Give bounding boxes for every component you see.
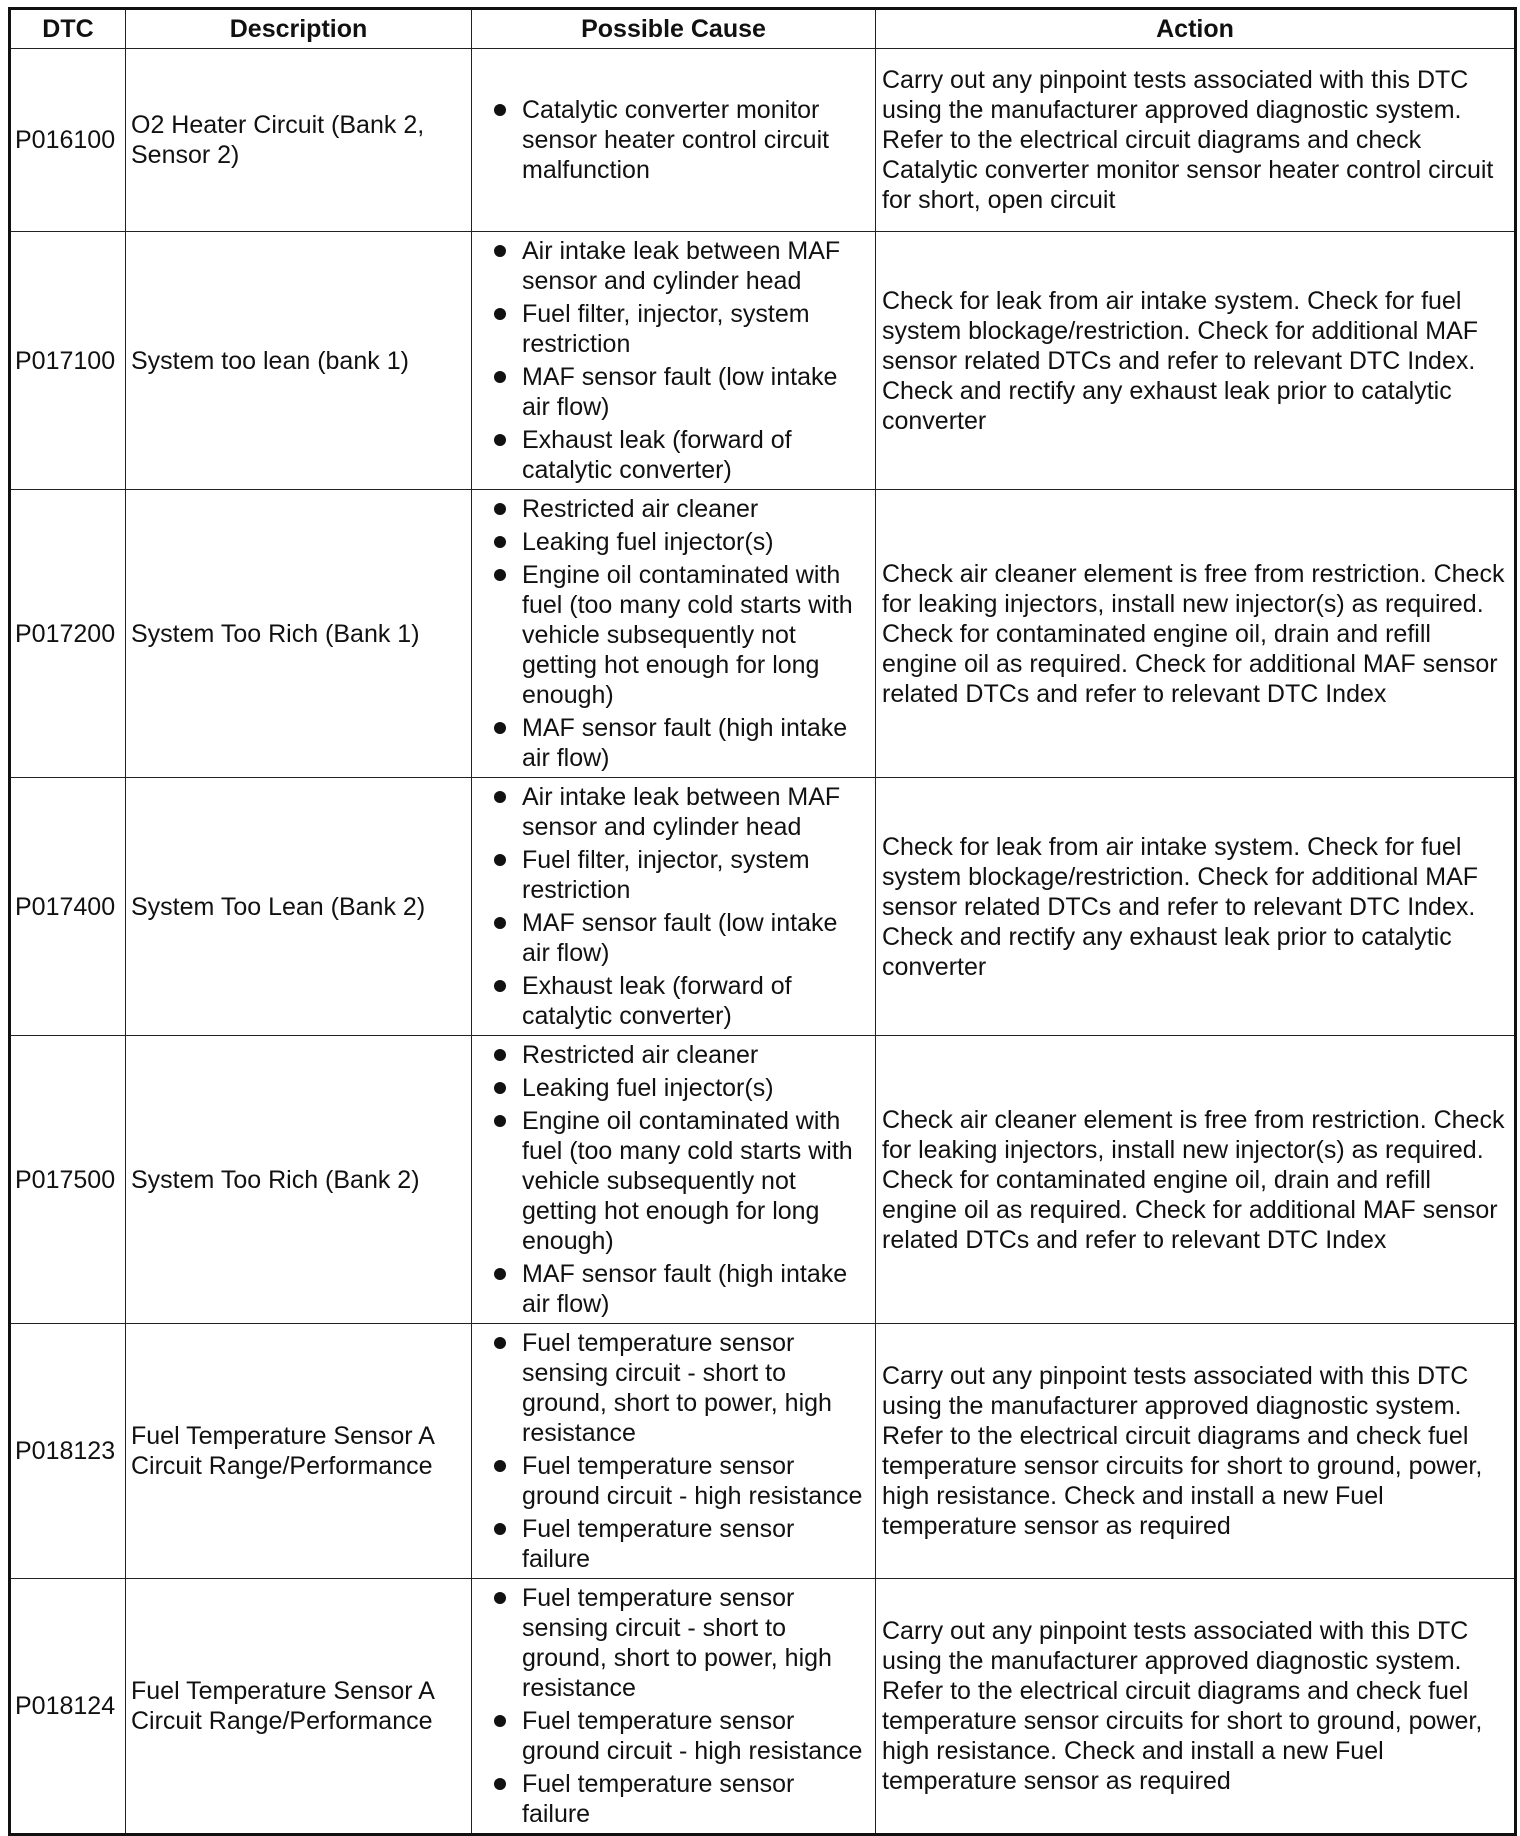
header-action: Action (876, 9, 1516, 49)
cause-list (490, 1040, 869, 1319)
cause-list-item: Fuel temperature sensor failure (490, 1769, 869, 1829)
table-row (10, 490, 1516, 778)
table-row (10, 49, 1516, 232)
description-cell: Fuel Temperature Sensor A Circuit Range/Performance (126, 1324, 472, 1579)
dtc-table (8, 7, 1517, 1836)
dtc-code-cell: P018124 (10, 1579, 126, 1835)
header-dtc: DTC (10, 9, 126, 49)
action-cell: Carry out any pinpoint tests associated with this DTC using the manufacturer approved diagnostic system. Refer to the electrical circuit diagrams and check Catalytic converter monitor sensor heater control circuit for short, open circuit (876, 49, 1516, 232)
possible-cause-cell (472, 778, 876, 1036)
dtc-code-cell: P017400 (10, 778, 126, 1036)
header-possible-cause: Possible Cause (472, 9, 876, 49)
cause-list (490, 1328, 869, 1574)
description-cell: Fuel Temperature Sensor A Circuit Range/Performance (126, 1579, 472, 1835)
cause-list (490, 1583, 869, 1829)
cause-list-item: Fuel temperature sensor sensing circuit - short to ground, short to power, high resistance (490, 1583, 869, 1703)
description-cell: System Too Rich (Bank 1) (126, 490, 472, 778)
description-cell: System too lean (bank 1) (126, 232, 472, 490)
header-row (10, 9, 1516, 49)
possible-cause-cell (472, 490, 876, 778)
cause-list-item: Restricted air cleaner (490, 494, 869, 524)
action-cell: Check air cleaner element is free from restriction. Check for leaking injectors, install new injector(s) as required. Check for contaminated engine oil, drain and refill engine oil as required. Check for additional MAF sensor related DTCs and refer to relevant DTC Index (876, 1036, 1516, 1324)
cause-list (490, 494, 869, 773)
action-cell: Carry out any pinpoint tests associated with this DTC using the manufacturer approved diagnostic system. Refer to the electrical circuit diagrams and check fuel temperature sensor circuits for short to ground, power, high resistance. Check and install a new Fuel temperature sensor as required (876, 1324, 1516, 1579)
possible-cause-cell (472, 1579, 876, 1835)
cause-list-item: MAF sensor fault (high intake air flow) (490, 1259, 869, 1319)
cause-list-item: Exhaust leak (forward of catalytic converter) (490, 971, 869, 1031)
cause-list-item: Fuel temperature sensor ground circuit - high resistance (490, 1451, 869, 1511)
dtc-code-cell: P018123 (10, 1324, 126, 1579)
cause-list-item: Exhaust leak (forward of catalytic converter) (490, 425, 869, 485)
table-row (10, 1036, 1516, 1324)
cause-list-item: Fuel temperature sensor sensing circuit - short to ground, short to power, high resistance (490, 1328, 869, 1448)
cause-list-item: Fuel temperature sensor ground circuit - high resistance (490, 1706, 869, 1766)
cause-list-item: Restricted air cleaner (490, 1040, 869, 1070)
cause-list-item: Catalytic converter monitor sensor heater control circuit malfunction (490, 95, 869, 185)
action-cell: Check for leak from air intake system. Check for fuel system blockage/restriction. Check for additional MAF sensor related DTCs and refer to relevant DTC Index. Check and rectify any exhaust leak prior to catalytic converter (876, 778, 1516, 1036)
dtc-code-cell: P017200 (10, 490, 126, 778)
dtc-code-cell: P016100 (10, 49, 126, 232)
table-header (10, 9, 1516, 49)
cause-list (490, 95, 869, 185)
table-row (10, 1579, 1516, 1835)
cause-list-item: Engine oil contaminated with fuel (too many cold starts with vehicle subsequently not getting hot enough for long enough) (490, 1106, 869, 1256)
table-row (10, 1324, 1516, 1579)
table-row (10, 232, 1516, 490)
description-cell: System Too Rich (Bank 2) (126, 1036, 472, 1324)
possible-cause-cell (472, 232, 876, 490)
possible-cause-cell (472, 49, 876, 232)
cause-list (490, 782, 869, 1031)
header-description: Description (126, 9, 472, 49)
dtc-code-cell: P017500 (10, 1036, 126, 1324)
cause-list (490, 236, 869, 485)
action-cell: Check for leak from air intake system. Check for fuel system blockage/restriction. Check for additional MAF sensor related DTCs and refer to relevant DTC Index. Check and rectify any exhaust leak prior to catalytic converter (876, 232, 1516, 490)
cause-list-item: MAF sensor fault (high intake air flow) (490, 713, 869, 773)
cause-list-item: Leaking fuel injector(s) (490, 1073, 869, 1103)
description-cell: O2 Heater Circuit (Bank 2, Sensor 2) (126, 49, 472, 232)
cause-list-item: MAF sensor fault (low intake air flow) (490, 908, 869, 968)
cause-list-item: Fuel temperature sensor failure (490, 1514, 869, 1574)
cause-list-item: Fuel filter, injector, system restriction (490, 299, 869, 359)
action-cell: Carry out any pinpoint tests associated with this DTC using the manufacturer approved diagnostic system. Refer to the electrical circuit diagrams and check fuel temperature sensor circuits for short to ground, power, high resistance. Check and install a new Fuel temperature sensor as required (876, 1579, 1516, 1835)
cause-list-item: Air intake leak between MAF sensor and cylinder head (490, 782, 869, 842)
cause-list-item: Fuel filter, injector, system restriction (490, 845, 869, 905)
dtc-code-cell: P017100 (10, 232, 126, 490)
action-cell: Check air cleaner element is free from restriction. Check for leaking injectors, install new injector(s) as required. Check for contaminated engine oil, drain and refill engine oil as required. Check for additional MAF sensor related DTCs and refer to relevant DTC Index (876, 490, 1516, 778)
possible-cause-cell (472, 1036, 876, 1324)
possible-cause-cell (472, 1324, 876, 1579)
description-cell: System Too Lean (Bank 2) (126, 778, 472, 1036)
cause-list-item: Air intake leak between MAF sensor and cylinder head (490, 236, 869, 296)
table-row (10, 778, 1516, 1036)
cause-list-item: MAF sensor fault (low intake air flow) (490, 362, 869, 422)
cause-list-item: Leaking fuel injector(s) (490, 527, 869, 557)
cause-list-item: Engine oil contaminated with fuel (too many cold starts with vehicle subsequently not getting hot enough for long enough) (490, 560, 869, 710)
table-body (10, 49, 1516, 1835)
